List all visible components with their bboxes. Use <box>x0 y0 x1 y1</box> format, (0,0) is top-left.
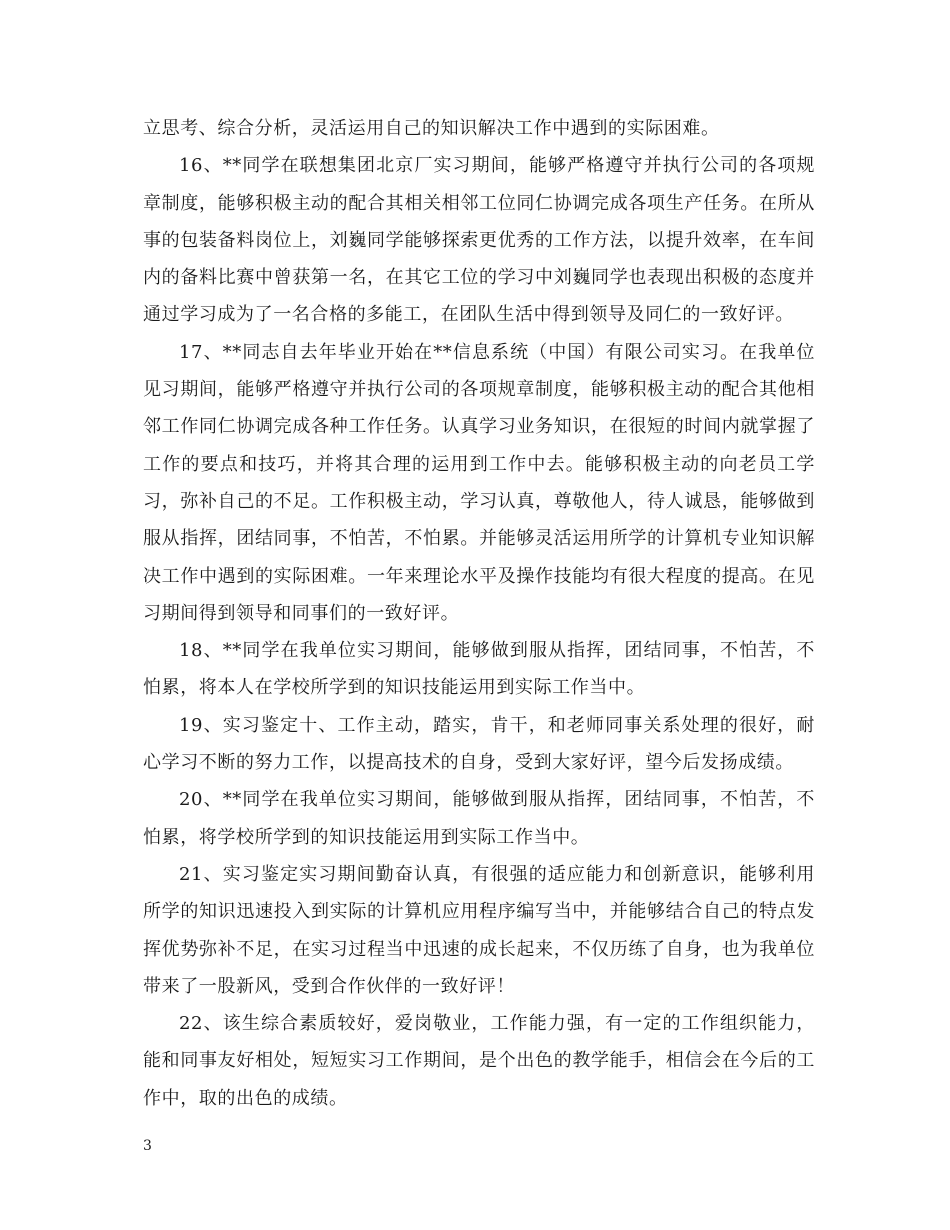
document-body <box>143 110 815 1117</box>
paragraph-item-16: 16、**同学在联想集团北京厂实习期间，能够严格遵守并执行公司的各项规章制度，能够积极主动的配合其相关相邻工位同仁协调完成各项生产任务。在所从事的包装备料岗位上，刘巍同学能够探索更优秀的工作方法，以提升效率，在车间内的备料比赛中曾获第一名，在其它工位的学习中刘巍同学也表现出积极的态度并通过学习成为了一名合格的多能工，在团队生活中得到领导及同仁的一致好评。 <box>143 155 815 326</box>
paragraph-item-19: 19、实习鉴定十、工作主动，踏实，肯干，和老师同事关系处理的很好，耐心学习不断的努力工作，以提高技术的自身，受到大家好评，望今后发扬成绩。 <box>143 714 815 774</box>
paragraph-item-21: 21、实习鉴定实习期间勤奋认真，有很强的适应能力和创新意识，能够利用所学的知识迅速投入到实际的计算机应用程序编写当中，并能够结合自己的特点发挥优势弥补不足，在实习过程当中迅速的成长起来，不仅历练了自身，也为我单位带来了一股新风，受到合作伙伴的一致好评！ <box>143 863 815 997</box>
paragraph-item-18: 18、**同学在我单位实习期间，能够做到服从指挥，团结同事，不怕苦，不怕累，将本人在学校所学到的知识技能运用到实际工作当中。 <box>143 640 815 699</box>
paragraph-item-22: 22、该生综合素质较好，爱岗敬业，工作能力强，有一定的工作组织能力，能和同事友好相处，短短实习工作期间，是个出色的教学能手，相信会在今后的工作中，取的出色的成绩。 <box>143 1013 815 1109</box>
paragraph-item-17: 17、**同志自去年毕业开始在**信息系统（中国）有限公司实习。在我单位见习期间，能够严格遵守并执行公司的各项规章制度，能够积极主动的配合其他相邻工作同仁协调完成各种工作任务。认真学习业务知识，在很短的时间内就掌握了工作的要点和技巧，并将其合理的运用到工作中去。能够积极主动的向老员工学习，弥补自己的不足。工作积极主动，学习认真，尊敬他人，待人诚恳，能够做到服从指挥，团结同事，不怕苦，不怕累。并能够灵活运用所学的计算机专业知识解决工作中遇到的实际困难。一年来理论水平及操作技能均有很大程度的提高。在见习期间得到领导和同事们的一致好评。 <box>143 341 815 624</box>
paragraph-continuation: 立思考、综合分析，灵活运用自己的知识解决工作中遇到的实际困难。 <box>143 118 720 139</box>
paragraph-item-20: 20、**同学在我单位实习期间，能够做到服从指挥，团结同事，不怕苦，不怕累，将学校所学到的知识技能运用到实际工作当中。 <box>143 789 815 848</box>
page-number: 3 <box>143 1138 152 1154</box>
